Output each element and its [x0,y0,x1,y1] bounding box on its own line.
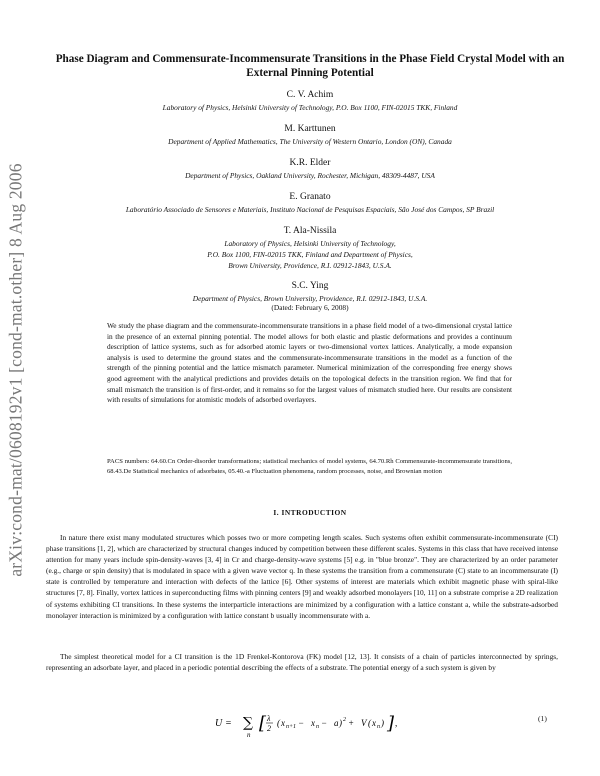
author-affiliation: Laboratório Associado de Sensores e Materiais, Instituto Nacional de Pesquisas Espaciais, São José dos Campos, SP Brazil [125,205,495,214]
svg-text:U: U [215,718,223,729]
svg-text:x: x [281,718,285,728]
pacs-numbers: PACS numbers: 64.60.Cn Order-disorder transformations; statistical mechanics of model systems, 64.70.Rh Commensurate-incommensurate transitions, 68.43.De Statistical mechanics of adsorbates, 05.40.-a Fluctuation phenomena, random processes, noise, and Brownian motion [107,458,512,475]
svg-text:2: 2 [267,724,271,733]
author-name: M. Karttunen [284,124,336,134]
author-affiliation: Laboratory of Physics, Helsinki University of Technology, P.O. Box 1100, FIN-02015 TKK, Finland [162,103,458,112]
author-name: S.C. Ying [291,281,329,291]
author-name: C. V. Achim [286,90,334,100]
equation [215,712,415,744]
svg-text:[: [ [259,713,267,734]
svg-text:(: ( [277,718,280,728]
svg-text:]: ] [387,713,395,734]
svg-text:2: 2 [343,717,346,723]
author-name: T. Ala-Nissila [283,226,337,236]
svg-text:n: n [377,724,380,730]
author-affiliation-line: Laboratory of Physics, Helsinki University of Technology, [224,239,396,248]
author-affiliation: Department of Physics, Brown University, Providence, R.I. 02912-1843, U.S.A. [192,294,428,303]
svg-text:a: a [334,718,339,728]
author-name: K.R. Elder [289,158,331,168]
paper-title: Phase Diagram and Commensurate-Incommensurate Transitions in the Phase Field Crystal Model with an External Pinning Potential [55,53,565,79]
svg-text:x: x [372,718,376,728]
author-affiliation: Department of Physics, Oakland University, Rochester, Michigan, 48309-4487, USA [185,171,435,180]
author-affiliation-line: P.O. Box 1100, FIN-02015 TKK, Finland and Department of Physics, [207,250,413,259]
arxiv-identifier: arXiv:cond-mat/0608192v1 [cond-mat.other] 8 Aug 2006 [5,163,26,577]
svg-text:λ: λ [267,714,271,723]
author-name: E. Granato [289,192,331,202]
svg-text:n: n [247,731,251,739]
svg-text:n+1: n+1 [286,724,297,730]
svg-text:,: , [395,718,398,728]
svg-text:): ) [339,718,342,728]
section-heading: I. INTRODUCTION [273,508,347,517]
svg-text:n: n [316,724,319,730]
arxiv-sidebar-stamp [2,140,30,600]
svg-text:−: − [298,718,305,728]
abstract: We study the phase diagram and the commensurate-incommensurate transitions in a phase field model of a two-dimensional crystal lattice in the presence of an external pinning potential. The model allows for both elastic and plastic deformations and provides a continuum description of lattice systems, such as for adsorbed atomic layers or two-dimensional vortex lattices. Analytically, a mode expansion analysis is used to determine the ground states and the commensurate-incommensurate transitions in the model as a function of the strength of the pinning potential and the lattice mismatch parameter. Numerical minimization of the corresponding free energy shows good agreement with the analytical predictions and provides details on the topological defects in the transition region. We find that for small mismatch the transition is of first-order, and it remains so for the largest values of mismatch studied here. Our results are consistent with results of simulations for atomistic models of adsorbed overlayers. [107,321,512,405]
svg-text:=: = [225,718,232,729]
svg-text:(: ( [368,718,371,728]
svg-text:∑: ∑ [243,715,253,731]
author-affiliation: Department of Applied Mathematics, The University of Western Ontario, London (ON), Canada [168,137,452,146]
svg-text:−: − [321,718,328,728]
svg-text:): ) [381,718,384,728]
date-line: (Dated: February 6, 2008) [271,303,349,312]
paragraph: The simplest theoretical model for a CI transition is the 1D Frenkel-Kontorova (FK) model [12, 13]. It consists of a chain of particles interconnected by springs, representing an adsorbate layer, and placed in a periodic potential describing the effects of a substrate. The potential energy of a such system is given by [46,652,558,673]
svg-text:x: x [311,718,315,728]
svg-text:+: + [348,718,355,728]
paragraph: In nature there exist many modulated structures which posses two or more competing length scales. Such systems often exhibit commensurate-incommensurate (CI) phase transitions [1, 2], which are characterized by structural changes induced by competition between these different scales. Systems in this class that have received intense attention for many years include spin-density-waves [3, 4] in Cr and charge-density-wave systems [5] e.g. in "blue bronze". They are characterized by an order parameter (e.g., charge or spin density) that is modulated in space with a given wave vector q. In these systems the transition from a commensurate (C) state to an incommensurate (I) state is controlled by temperature and interaction with defects of the lattice [6]. Other systems of interest are materials which exhibit magnetic phase with spiral-like structures [7, 8]. Finally, vortex lattices in superconducting films with pinning centers [9] and weakly adsorbed monolayers [10, 11] on a substrate comprise a 2D realization of systems exhibiting CI transitions. In these systems the interparticle interactions are minimized by a configuration with a lattice constant a, while the substrate-adsorbed monolayer interaction is minimized by a configuration with lattice constant b usually incommensurate with a. [46,533,558,620]
equation-number: (1) [538,714,547,723]
svg-text:V: V [361,718,367,728]
equation-formula [215,712,415,742]
author-affiliation-line: Brown University, Providence, R.I. 02912-1843, U.S.A. [228,261,392,270]
